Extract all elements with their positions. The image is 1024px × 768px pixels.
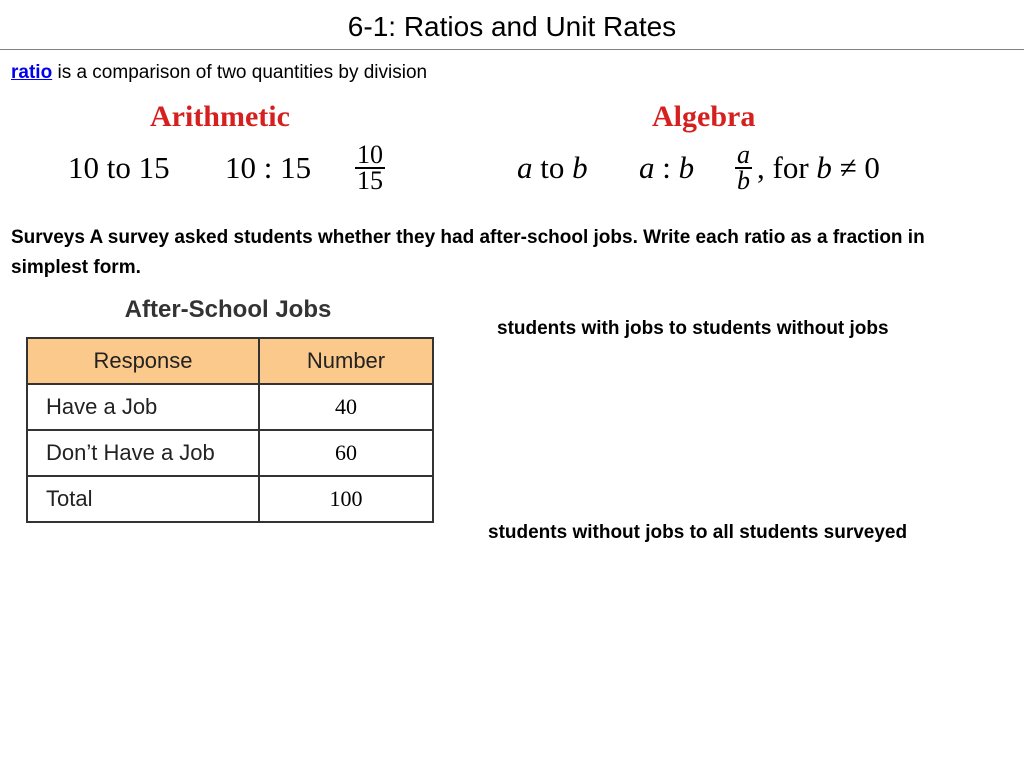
algebra-form-to — [517, 150, 588, 186]
row-response: Have a Job — [27, 384, 259, 430]
row-number: 60 — [259, 430, 433, 476]
jobs-table — [26, 337, 434, 523]
algebra-forms — [517, 150, 937, 200]
title-divider — [0, 49, 1024, 50]
algebra-fraction — [735, 140, 752, 195]
question-1: students with jobs to students without jobs — [497, 318, 889, 339]
arithmetic-fraction-numerator: 10 — [357, 140, 383, 169]
row-response: Don’t Have a Job — [27, 430, 259, 476]
row-number: 40 — [259, 384, 433, 430]
row-number: 100 — [259, 476, 433, 522]
algebra-condition-var: b — [816, 150, 832, 185]
algebra-heading: Algebra — [652, 100, 756, 133]
algebra-var-b1: b — [572, 150, 588, 185]
header-number: Number — [259, 338, 433, 384]
algebra-fraction-denominator — [735, 166, 752, 195]
ratio-definition — [11, 61, 427, 85]
table-title: After-School Jobs — [124, 296, 332, 323]
slide-title: 6-1: Ratios and Unit Rates — [347, 11, 677, 42]
algebra-condition — [757, 150, 880, 186]
row-response: Total — [27, 476, 259, 522]
arithmetic-fraction-denominator: 15 — [357, 166, 383, 195]
algebra-var-b2: b — [678, 150, 695, 185]
ratio-term-link[interactable]: ratio — [11, 62, 53, 83]
algebra-condition-prefix: , for — [757, 150, 817, 185]
header-response: Response — [27, 338, 259, 384]
survey-prompt: Surveys A survey asked students whether they had after-school jobs. Write each ratio as a fraction in simplest form. — [11, 227, 925, 278]
algebra-var-a1: a — [517, 150, 533, 185]
algebra-to-word: to — [532, 150, 573, 185]
table-row — [27, 430, 433, 476]
arithmetic-form-to: 10 to 15 — [68, 150, 170, 185]
algebra-colon: : — [654, 150, 679, 185]
algebra-fraction-den-var: b — [737, 166, 750, 195]
algebra-form-colon — [639, 150, 694, 186]
algebra-condition-suffix: ≠ 0 — [831, 150, 880, 185]
table-header-row — [27, 338, 433, 384]
algebra-var-a2: a — [639, 150, 655, 185]
definition-text: is a comparison of two quantities by division — [52, 62, 428, 83]
table-row — [27, 384, 433, 430]
arithmetic-form-colon: 10 : 15 — [225, 150, 312, 185]
algebra-fraction-num-var: a — [737, 140, 750, 169]
arithmetic-heading: Arithmetic — [150, 100, 290, 133]
question-2: students without jobs to all students surveyed — [488, 522, 908, 543]
table-row — [27, 476, 433, 522]
arithmetic-fraction — [355, 140, 385, 195]
